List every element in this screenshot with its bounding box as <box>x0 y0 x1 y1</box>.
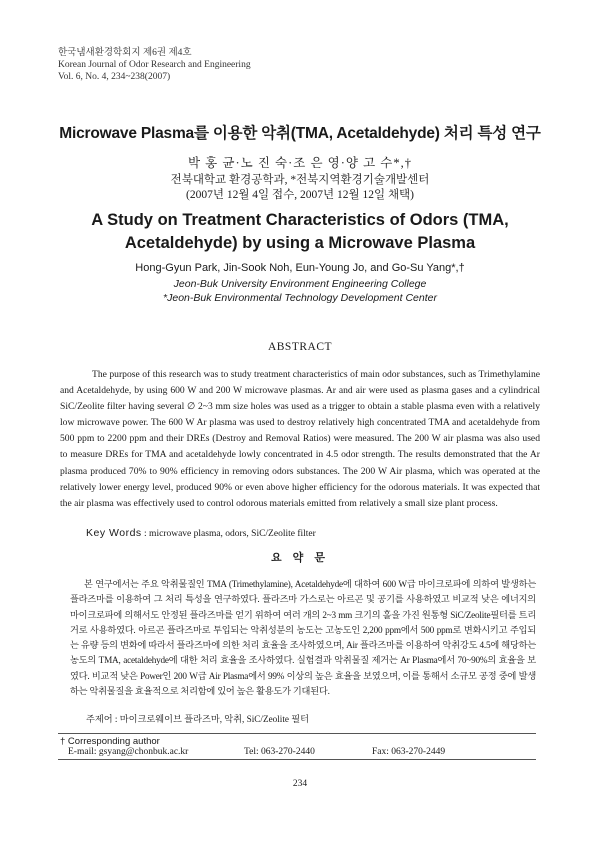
corresponding-author-label: † Corresponding author <box>60 736 160 747</box>
korean-title: Microwave Plasma를 이용한 악취(TMA, Acetaldehyde) 처리 특성 연구 <box>59 125 541 142</box>
english-affiliation-2: *Jeon-Buk Environmental Technology Development Center <box>163 292 437 304</box>
keywords-text: : microwave plasma, odors, SiC/Zeolite filter <box>141 529 316 539</box>
footnote-divider-top <box>58 733 536 734</box>
korean-summary-paragraph: 본 연구에서는 주요 악취물질인 TMA (Trimethylamine), Acetaldehyde에 대하여 600 W급 마이크로파에 의하여 발생하는 플라즈마를 이용하여 그 처리 특성을 연구하였다. 플라즈마 가스로는 아르곤 및 공기를 사용하였고 비교적 낮은 에너지의 마이크로파에 의해서도 안정된 플라즈마를 얻기 위하여 여러 개의 2~3 mm 크기의 홀을 가진 원통형 SiC/Zeolite필터를 트리거로 사용하였다. 아르곤 플라즈마로 투입되는 악취성분의 농도는 고농도인 2,200 ppm에서 500 ppm로 변화시키고 주입되는 유량 등의 변화에 따라서 플라즈마에 의한 처리 효율을 조사하였으며, Air 플라즈마를 이용하여 악취강도 4.5에 해당하는 농도의 TMA, acetaldehyde에 대한 처리 효율을 조사하였다. 실험결과 악취물질 제거는 Ar Plasma에서 70~90%의 효율을 보였다. 비교적 낮은 Power인 200 W급 Air Plasma에서 99% 이상의 높은 효율을 보였으며, 이를 통해서 소규모 공정 중에 발생하는 악취물질을 효율적으로 처리함에 있어 높은 활용도가 기대된다. <box>70 579 536 697</box>
corresponding-fax: Fax: 063-270-2449 <box>372 747 446 757</box>
abstract-paragraph: The purpose of this research was to study treatment characteristics of main odor substances, such as Trimethylamine and Acetaldehyde, by using 600 W and 200 W microwave plasmas. Ar and air were used as plasma gases and a cylindrical SiC/Zeolite filter having several ∅ 2~3 mm size holes was used as a trigger to obtain a stable plasma even with a relatively low microwave power. The 600 W Ar plasma was used to destroy relatively high concentrated TMA and acetaldehyde from 500 ppm to 2200 ppm and their DREs (Destroy and Removal Ratios) were measured. The 200 W air plasma was also used to measure DREs for TMA and acetaldehyde lowly concentrated in 4.5 odor strength. The results demonstrated that the Ar plasma produced 70% to 90% efficiency in removing odors substances. The 200 W Air plasma, which was operated at the relatively lower energy level, produced 90% or even above higher efficiency for the odorous materials. It was expected that the air plasma was effectively used to control odorous materials emitted from relatively a small size plant process. <box>60 369 540 509</box>
journal-header <box>58 47 251 83</box>
korean-summary-body <box>70 577 536 699</box>
korean-dates: (2007년 12월 4일 접수, 2007년 12월 12일 채택) <box>186 189 414 201</box>
corresponding-tel: Tel: 063-270-2440 <box>244 747 315 757</box>
footnote-divider-bottom <box>58 759 536 760</box>
keywords <box>86 527 316 539</box>
journal-volume: Vol. 6, No. 4, 234~238(2007) <box>58 72 171 82</box>
page-number: 234 <box>292 779 308 789</box>
abstract-heading: ABSTRACT <box>267 341 333 353</box>
korean-summary-heading: 요 약 문 <box>271 552 329 564</box>
journal-name-korean: 한국냄새환경학회지 제6권 제4호 <box>58 48 192 58</box>
korean-authors: 박 홍 균·노 진 숙·조 은 영·양 고 수*,† <box>187 156 412 170</box>
corresponding-email: E-mail: gsyang@chonbuk.ac.kr <box>68 747 189 757</box>
korean-keywords: 주제어 : 마이크로웨이브 플라즈마, 악취, SiC/Zeolite 필터 <box>86 714 310 724</box>
english-title: A Study on Treatment Characteristics of Odors (TMA, Acetaldehyde) by using a Microwave Plasma <box>91 211 509 252</box>
keywords-label: Key Words <box>86 527 142 539</box>
journal-name-english: Korean Journal of Odor Research and Engineering <box>58 60 251 70</box>
abstract-body <box>60 367 540 512</box>
english-affiliation-1: Jeon-Buk University Environment Engineering College <box>173 278 427 290</box>
english-authors: Hong-Gyun Park, Jin-Sook Noh, Eun-Young Jo, and Go-Su Yang*,† <box>135 262 465 274</box>
korean-affiliation: 전북대학교 환경공학과, *전북지역환경기술개발센터 <box>170 174 430 186</box>
